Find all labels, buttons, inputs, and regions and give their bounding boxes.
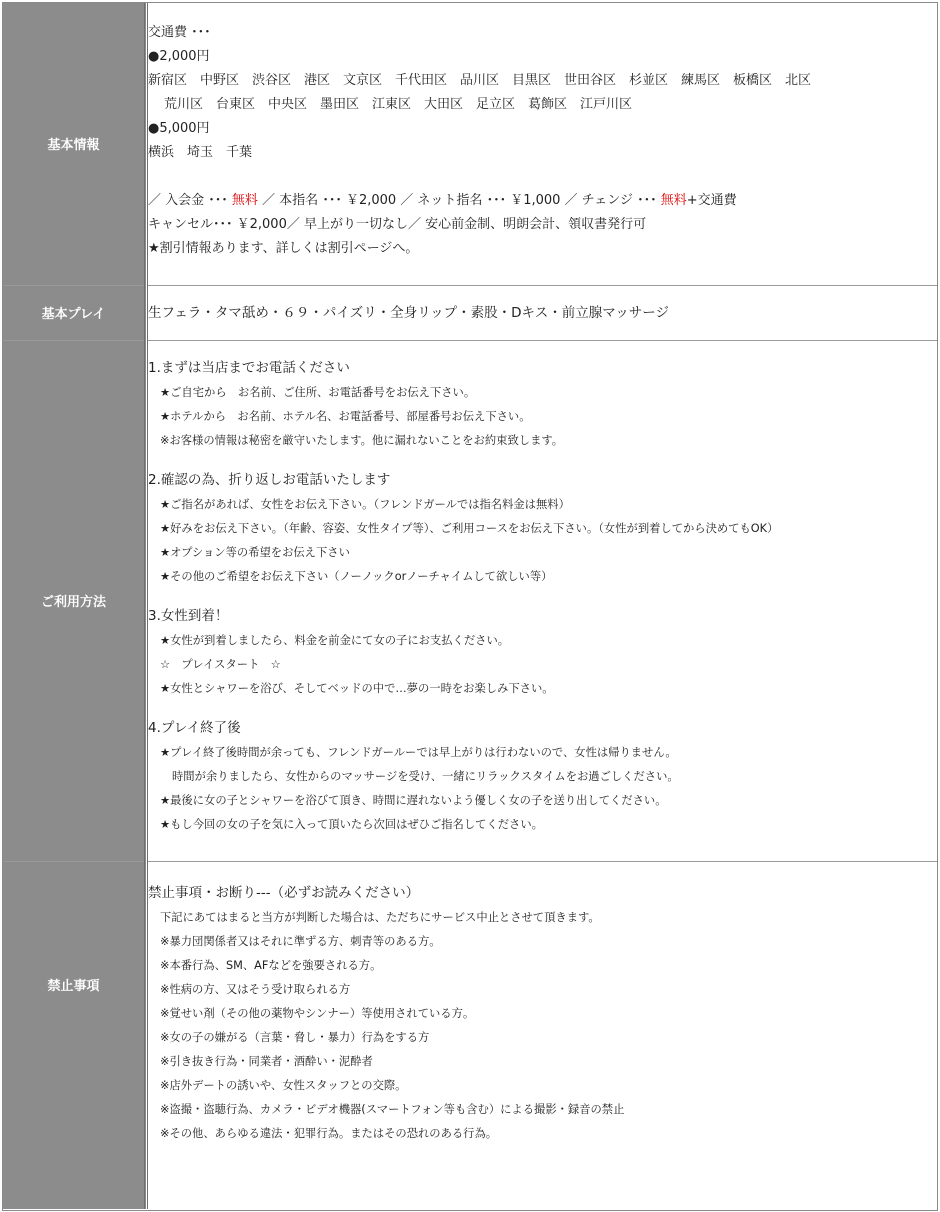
basic-play-text: 生フェラ・タマ舐め・６９・パイズリ・全身リップ・素股・Dキス・前立腺マッサージ [148,304,669,321]
tier1-areas-line1: 新宿区 中野区 渋谷区 港区 文京区 千代田区 品川区 目黒区 世田谷区 杉並区 練馬区 板橋区 北区 [148,73,812,88]
prohibited-title: 禁止事項・お断り---（必ずお読みください） [148,884,420,901]
prohibited-intro: 下記にあてはまると当方が判断した場合は、ただちにサービス中止とさせて頂きます。 [160,910,600,924]
step3-title: 3.女性到着！ [148,607,229,624]
row-usage [3,340,937,861]
step2-item: ★ご指名があれば、女性をお伝え下さい。（フレンドガールでは指名料金は無料） [160,497,570,511]
step3-item: ★女性とシャワーを浴び、そしてベッドの中で…夢の一時をお楽しみ下さい。 [160,681,554,695]
step2-item: ★その他のご希望をお伝え下さい（ノーノックorノーチャイムして欲しい等） [160,569,553,583]
fee-free-2: 無料 [660,193,687,208]
fee-line [148,189,937,213]
fee-part2: ／ 本指名 ･･･ ￥2,000 ／ ネット指名 ･･･ ￥1,000 ／ チェンジ ･･･ [257,193,661,208]
row-basic-info [3,3,937,285]
step4-item: ★最後に女の子とシャワーを浴びて頂き、時間に遅れないよう優しく女の子を送り出してください。 [160,793,667,807]
prohibited-item: ※性病の方、又はそう受け取られる方 [160,982,351,996]
transport-label: 交通費 ･･･ [148,25,211,40]
step4-item: ★プレイ終了後時間が余っても、フレンドガールーでは早上がりは行わないので、女性は帰りません。 [160,745,677,759]
step4-item: ★もし今回の女の子を気に入って頂いたら次回はぜひご指名してください。 [160,817,543,831]
prohibited-item: ※引き抜き行為・同業者・酒酔い・泥酔者 [160,1054,373,1068]
prohibited-item: ※女の子の嫌がる（言葉・脅し・暴力）行為をする方 [160,1030,430,1044]
step2-item: ★好みをお伝え下さい。（年齢、容姿、女性タイプ等）、ご利用コースをお伝え下さい。（女性が到着してから決めてもOK） [160,521,779,535]
fee-free-1: 無料 [231,193,258,208]
info-table-frame [2,2,938,1211]
prohibited-item: ※店外デートの誘いや、女性スタッフとの交際。 [160,1078,407,1092]
step4-item-continued: 時間が余りましたら、女性からのマッサージを受け、一緒にリラックスタイムをお過ごしください。 [172,769,679,783]
step1-item: ★ホテルから お名前、ホテル名、お電話番号、部屋番号お伝え下さい。 [160,409,531,423]
header-prohibited: 禁止事項 [3,861,146,1209]
discount-line: ★割引情報あります、詳しくは割引ページへ。 [148,241,419,256]
prohibited-content [146,861,937,1209]
usage-content [146,340,937,861]
tier2-areas: 横浜 埼玉 千葉 [148,145,253,160]
basic-play-content [146,285,937,340]
row-basic-play [3,285,937,340]
step2-title: 2.確認の為、折り返しお電話いたします [148,471,391,488]
step4-title: 4.プレイ終了後 [148,719,241,736]
header-basic-play: 基本プレイ [3,285,146,340]
tier1-price: ●2,000円 [148,49,210,64]
header-basic-info: 基本情報 [3,3,146,285]
row-prohibited [3,861,937,1209]
cancel-line: キャンセル･･･ ￥2,000／ 早上がり一切なし／ 安心前金制、明朗会計、領収書発行可 [148,217,647,232]
basic-info-content [146,3,937,285]
step3-item: ☆ プレイスタート ☆ [160,657,281,671]
prohibited-item: ※盗撮・盗聴行為、カメラ・ビデオ機器(スマートフォン等も含む）による撮影・録音の禁止 [160,1102,625,1116]
info-table [3,3,937,1209]
prohibited-item: ※覚せい剤（その他の薬物やシンナー）等使用されている方。 [160,1006,475,1020]
step3-item: ★女性が到着しましたら、料金を前金にて女の子にお支払ください。 [160,633,510,647]
step1-item: ※お客様の情報は秘密を厳守いたします。他に漏れないことをお約束致します。 [160,433,564,447]
header-usage: ご利用方法 [3,340,146,861]
step2-item: ★オプション等の希望をお伝え下さい [160,545,350,559]
tier1-areas-line2: 荒川区 台東区 中央区 墨田区 江東区 大田区 足立区 葛飾区 江戸川区 [164,97,633,112]
prohibited-item: ※その他、あらゆる違法・犯罪行為。またはその恐れのある行為。 [160,1126,498,1140]
fee-part3: +交通費 [686,193,737,208]
fee-part1: ／ 入会金 ･･･ [148,193,232,208]
step1-title: 1.まずは当店までお電話ください [148,359,350,376]
step1-item: ★ご自宅から お名前、ご住所、お電話番号をお伝え下さい。 [160,385,476,399]
tier2-price: ●5,000円 [148,121,210,136]
prohibited-item: ※暴力団関係者又はそれに準ずる方、刺青等のある方。 [160,934,441,948]
prohibited-item: ※本番行為、SM、AFなどを強要される方。 [160,958,382,972]
